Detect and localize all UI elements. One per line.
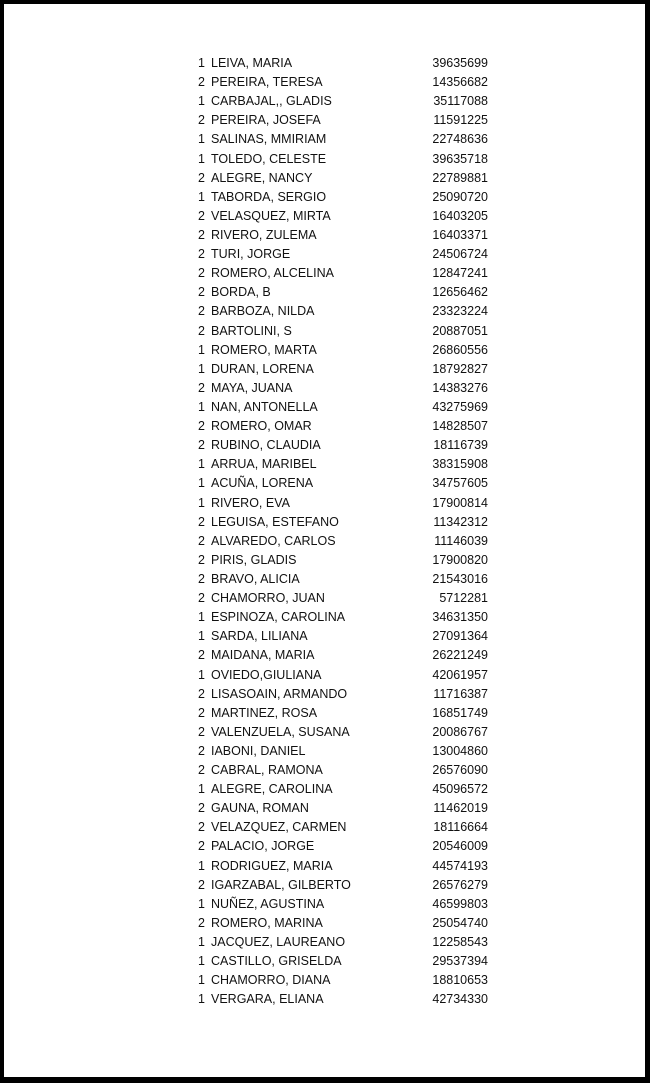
record-id: 26576279 <box>432 877 488 892</box>
list-item <box>198 608 498 627</box>
record-id: 12847241 <box>432 266 488 281</box>
record-number: 1 <box>198 896 205 911</box>
record-name: ROMERO, ALCELINA <box>211 266 334 281</box>
record-number: 2 <box>198 743 205 758</box>
record-id: 43275969 <box>432 399 488 414</box>
record-number: 2 <box>198 552 205 567</box>
list-item <box>198 723 498 742</box>
record-id: 11462019 <box>433 801 488 816</box>
record-number: 1 <box>198 858 205 873</box>
record-name: MARTINEZ, ROSA <box>211 705 318 720</box>
record-name: RUBINO, CLAUDIA <box>211 438 321 453</box>
record-name: DURAN, LORENA <box>211 361 314 376</box>
record-id: 5712281 <box>439 591 488 606</box>
record-name: PEREIRA, JOSEFA <box>211 113 321 128</box>
record-number: 2 <box>198 724 205 739</box>
record-name: VERGARA, ELIANA <box>211 992 324 1007</box>
record-id: 26860556 <box>432 342 488 357</box>
record-id: 39635718 <box>432 151 488 166</box>
record-number: 1 <box>198 973 205 988</box>
record-name: ROMERO, MARTA <box>211 342 317 357</box>
record-name: BRAVO, ALICIA <box>211 571 300 586</box>
record-number: 2 <box>198 285 205 300</box>
record-name: BARBOZA, NILDA <box>211 304 315 319</box>
record-name: RODRIGUEZ, MARIA <box>211 858 333 873</box>
record-id: 14828507 <box>432 419 488 434</box>
record-id: 45096572 <box>432 782 488 797</box>
record-name: PEREIRA, TERESA <box>211 75 323 90</box>
record-name: RIVERO, EVA <box>211 495 290 510</box>
list-item <box>198 455 498 474</box>
record-number: 2 <box>198 763 205 778</box>
record-number: 2 <box>198 208 205 223</box>
record-id: 26221249 <box>432 648 488 663</box>
list-item <box>198 150 498 169</box>
record-name: TABORDA, SERGIO <box>211 189 327 204</box>
record-id: 21543016 <box>432 571 488 586</box>
record-id: 25090720 <box>432 189 488 204</box>
list-item <box>198 685 498 704</box>
record-name: CHAMORRO, DIANA <box>211 973 331 988</box>
list-item <box>198 111 498 130</box>
record-name: ALEGRE, CAROLINA <box>211 782 333 797</box>
record-id: 20887051 <box>432 323 488 338</box>
record-name: MAIDANA, MARIA <box>211 648 315 663</box>
record-id: 22789881 <box>432 170 488 185</box>
record-id: 17900814 <box>432 495 488 510</box>
record-id: 20546009 <box>432 839 488 854</box>
record-name: CASTILLO, GRISELDA <box>211 954 342 969</box>
record-number: 2 <box>198 571 205 586</box>
list-item <box>198 341 498 360</box>
record-name: OVIEDO,GIULIANA <box>211 667 322 682</box>
record-id: 38315908 <box>432 457 488 472</box>
record-name: ROMERO, OMAR <box>211 419 312 434</box>
record-id: 17900820 <box>432 552 488 567</box>
record-name: BORDA, B <box>211 285 271 300</box>
record-id: 11591225 <box>433 113 488 128</box>
list-item <box>198 666 498 685</box>
record-number: 2 <box>198 419 205 434</box>
list-item <box>198 360 498 379</box>
record-id: 24506724 <box>432 247 488 262</box>
record-id: 18116664 <box>433 820 488 835</box>
record-name: PALACIO, JORGE <box>211 839 315 854</box>
list-item <box>198 474 498 493</box>
record-id: 11146039 <box>434 533 488 548</box>
list-item <box>198 92 498 111</box>
record-id: 12656462 <box>432 285 488 300</box>
record-id: 42061957 <box>432 667 488 682</box>
list-item <box>198 302 498 321</box>
record-name: VELAZQUEZ, CARMEN <box>211 820 347 835</box>
record-name: NAN, ANTONELLA <box>211 399 318 414</box>
record-id: 18116739 <box>433 438 488 453</box>
list-item <box>198 570 498 589</box>
record-number: 1 <box>198 954 205 969</box>
record-number: 1 <box>198 151 205 166</box>
record-name: SARDA, LILIANA <box>211 629 308 644</box>
list-item <box>198 895 498 914</box>
record-name: ACUÑA, LORENA <box>211 476 314 491</box>
record-id: 13004860 <box>432 743 488 758</box>
list-item <box>198 436 498 455</box>
list-item <box>198 322 498 341</box>
record-name: LISASOAIN, ARMANDO <box>211 686 348 701</box>
record-id: 27091364 <box>432 629 488 644</box>
list-item <box>198 226 498 245</box>
list-item <box>198 933 498 952</box>
record-number: 1 <box>198 495 205 510</box>
list-item <box>198 971 498 990</box>
record-id: 16851749 <box>432 705 488 720</box>
record-number: 1 <box>198 992 205 1007</box>
record-id: 16403371 <box>432 227 488 242</box>
record-name: ALEGRE, NANCY <box>211 170 313 185</box>
record-number: 2 <box>198 227 205 242</box>
record-id: 11716387 <box>433 686 488 701</box>
record-id: 39635699 <box>432 56 488 70</box>
list-item <box>198 494 498 513</box>
list-item <box>198 646 498 665</box>
list-item <box>198 188 498 207</box>
list-item <box>198 589 498 608</box>
record-id: 18792827 <box>432 361 488 376</box>
record-number: 1 <box>198 476 205 491</box>
record-number: 2 <box>198 304 205 319</box>
record-number: 1 <box>198 189 205 204</box>
record-name: RIVERO, ZULEMA <box>211 227 317 242</box>
list-item <box>198 398 498 417</box>
record-number: 1 <box>198 782 205 797</box>
record-id: 20086767 <box>432 724 488 739</box>
list-item <box>198 513 498 532</box>
record-number: 2 <box>198 75 205 90</box>
record-id: 18810653 <box>432 973 488 988</box>
record-name: LEIVA, MARIA <box>211 56 293 70</box>
list-item <box>198 245 498 264</box>
list-item <box>198 818 498 837</box>
record-number: 2 <box>198 438 205 453</box>
record-name: TOLEDO, CELESTE <box>211 151 327 166</box>
list-item <box>198 207 498 226</box>
list-item <box>198 952 498 971</box>
record-number: 2 <box>198 686 205 701</box>
record-id: 25054740 <box>432 915 488 930</box>
list-item <box>198 761 498 780</box>
record-number: 1 <box>198 94 205 109</box>
record-id: 23323224 <box>432 304 488 319</box>
record-name: VALENZUELA, SUSANA <box>211 724 350 739</box>
list-item <box>198 990 498 1009</box>
record-name: PIRIS, GLADIS <box>211 552 297 567</box>
document-page <box>4 4 645 1077</box>
list-item <box>198 54 498 73</box>
record-name: VELASQUEZ, MIRTA <box>211 208 331 223</box>
record-id: 11342312 <box>433 514 488 529</box>
list-item <box>198 417 498 436</box>
list-item <box>198 532 498 551</box>
record-number: 2 <box>198 247 205 262</box>
record-id: 42734330 <box>432 992 488 1007</box>
record-number: 2 <box>198 915 205 930</box>
record-name: CHAMORRO, JUAN <box>211 591 325 606</box>
record-id: 12258543 <box>432 935 488 950</box>
record-name: IABONI, DANIEL <box>211 743 306 758</box>
record-name: GAUNA, ROMAN <box>211 801 309 816</box>
record-number: 2 <box>198 380 205 395</box>
record-number: 2 <box>198 877 205 892</box>
record-name: CARBAJAL,, GLADIS <box>211 94 332 109</box>
record-name: SALINAS, MMIRIAM <box>211 132 327 147</box>
record-name: ARRUA, MARIBEL <box>211 457 317 472</box>
list-item <box>198 914 498 933</box>
record-number: 2 <box>198 839 205 854</box>
record-id: 14356682 <box>432 75 488 90</box>
record-name: IGARZABAL, GILBERTO <box>211 877 351 892</box>
record-number: 1 <box>198 132 205 147</box>
list-item <box>198 780 498 799</box>
list-item <box>198 627 498 646</box>
record-id: 34757605 <box>432 476 488 491</box>
record-name: CABRAL, RAMONA <box>211 763 323 778</box>
record-number: 1 <box>198 56 205 70</box>
list-item <box>198 73 498 92</box>
record-name: ALVAREDO, CARLOS <box>211 533 336 548</box>
record-number: 1 <box>198 399 205 414</box>
record-name: MAYA, JUANA <box>211 380 293 395</box>
list-item <box>198 283 498 302</box>
record-number: 1 <box>198 457 205 472</box>
record-id: 44574193 <box>432 858 488 873</box>
record-number: 2 <box>198 705 205 720</box>
list-item <box>198 130 498 149</box>
record-name: JACQUEZ, LAUREANO <box>211 935 346 950</box>
record-number: 2 <box>198 113 205 128</box>
record-number: 1 <box>198 935 205 950</box>
list-item <box>198 742 498 761</box>
record-id: 14383276 <box>432 380 488 395</box>
record-number: 2 <box>198 170 205 185</box>
record-number: 1 <box>198 610 205 625</box>
list-item <box>198 857 498 876</box>
record-name: LEGUISA, ESTEFANO <box>211 514 339 529</box>
record-name: NUÑEZ, AGUSTINA <box>211 896 325 911</box>
record-number: 2 <box>198 533 205 548</box>
list-item <box>198 169 498 188</box>
list-item <box>198 264 498 283</box>
record-id: 16403205 <box>432 208 488 223</box>
record-number: 1 <box>198 342 205 357</box>
record-id: 26576090 <box>432 763 488 778</box>
record-number: 2 <box>198 820 205 835</box>
record-name: BARTOLINI, S <box>211 323 292 338</box>
record-number: 1 <box>198 361 205 376</box>
list-item <box>198 704 498 723</box>
record-number: 2 <box>198 801 205 816</box>
record-name: ESPINOZA, CAROLINA <box>211 610 346 625</box>
list-item <box>198 876 498 895</box>
record-number: 1 <box>198 629 205 644</box>
record-id: 29537394 <box>432 954 488 969</box>
list-item <box>198 799 498 818</box>
record-number: 2 <box>198 648 205 663</box>
record-name: TURI, JORGE <box>211 247 291 262</box>
record-id: 46599803 <box>432 896 488 911</box>
record-number: 2 <box>198 266 205 281</box>
list-item <box>198 379 498 398</box>
record-number: 2 <box>198 591 205 606</box>
list-item <box>198 837 498 856</box>
record-id: 34631350 <box>432 610 488 625</box>
record-id: 35117088 <box>433 94 488 109</box>
record-number: 1 <box>198 667 205 682</box>
record-number: 2 <box>198 323 205 338</box>
record-number: 2 <box>198 514 205 529</box>
list-item <box>198 551 498 570</box>
record-id: 22748636 <box>432 132 488 147</box>
record-list <box>198 54 498 1009</box>
record-name: ROMERO, MARINA <box>211 915 323 930</box>
